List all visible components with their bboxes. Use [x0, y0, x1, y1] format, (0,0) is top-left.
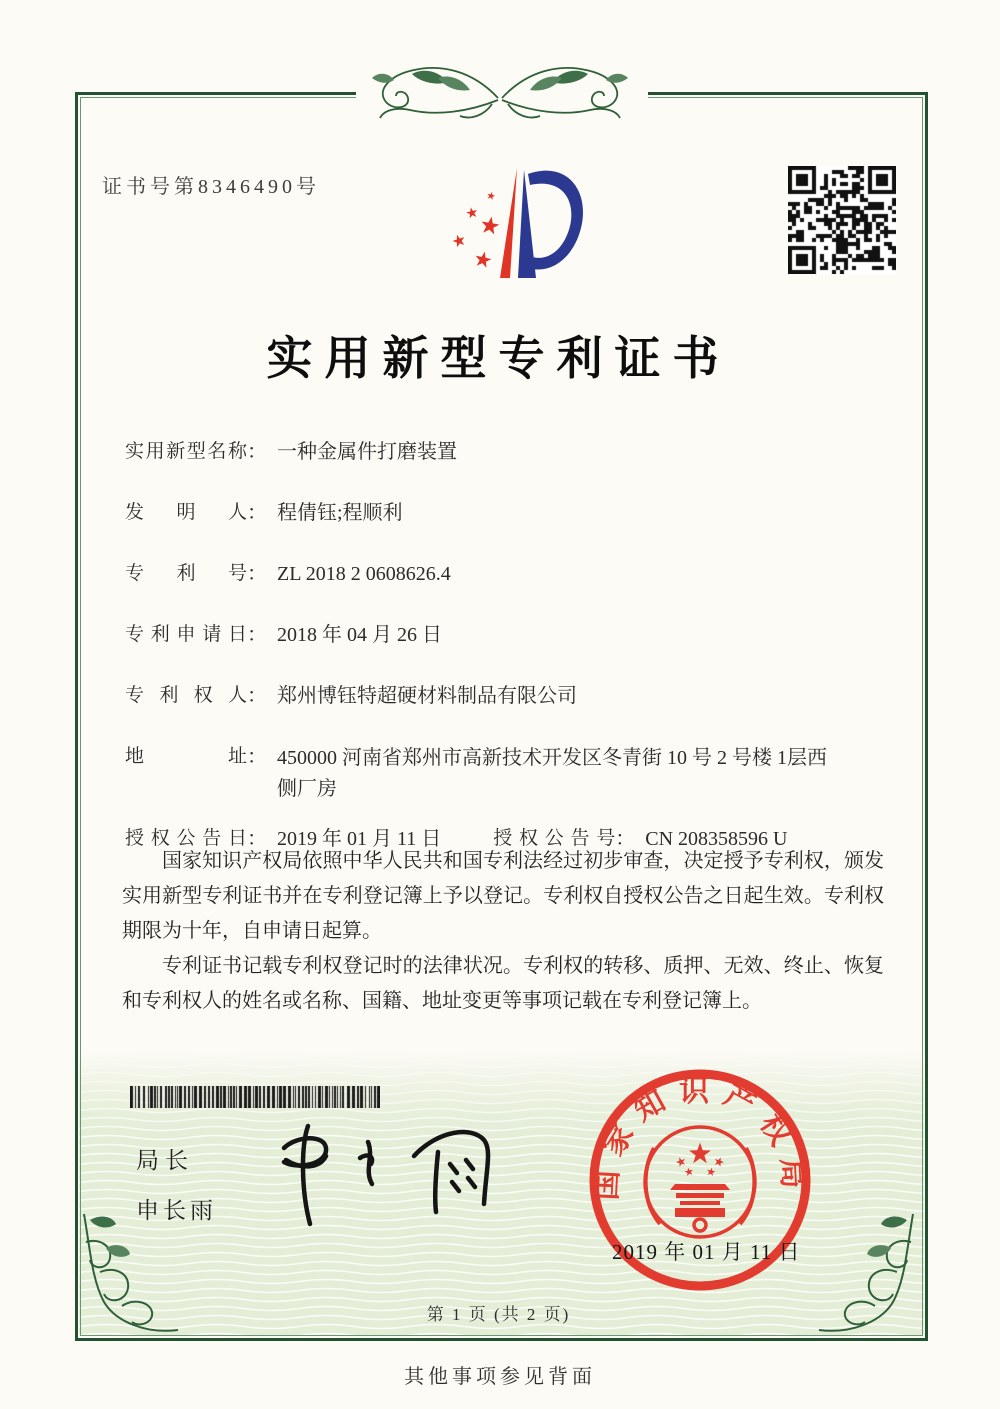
field-row-filing-date — [125, 621, 885, 649]
field-colon: ： — [615, 828, 636, 850]
field-label: 发明人 — [125, 502, 247, 523]
field-value: ZL 2018 2 0608626.4 — [277, 563, 451, 585]
field-colon: ： — [247, 685, 267, 707]
field-row-patent-no — [125, 560, 885, 588]
back-note: 其他事项参见背面 — [404, 1366, 596, 1388]
national-emblem-icon — [645, 1127, 755, 1237]
seal-date: 2019 年 01 月 11 日 — [612, 1240, 801, 1264]
field-colon: ： — [247, 563, 267, 585]
legal-paragraph-2: 专利证书记载专利权登记时的法律状况。专利权的转移、质押、无效、终止、恢复和专利权人的姓名或名称、国籍、地址变更等事项记载在专利登记簿上。 — [122, 955, 884, 1012]
commissioner-role-label: 局长 — [136, 1148, 194, 1173]
seal-text: 国家知识产权局 — [590, 1075, 810, 1202]
field-colon: ： — [247, 502, 267, 524]
field-colon: ： — [247, 624, 267, 646]
legal-text-block — [122, 844, 884, 1019]
certificate-number: 证书号第8346490号 — [102, 176, 320, 198]
field-value: 450000 河南省郑州市高新技术开发区冬青街 10 号 2 号楼 1层西侧厂房 — [277, 747, 827, 800]
field-colon: ： — [247, 828, 267, 850]
field-value: 2018 年 04 月 26 日 — [277, 624, 442, 646]
signature-shen-changyu-icon — [268, 1112, 528, 1237]
field-label: 授权公告日 — [125, 828, 247, 849]
barcode — [130, 1086, 380, 1108]
field-label: 地址 — [125, 746, 247, 767]
top-flourish-ornament-icon — [352, 58, 648, 128]
field-row-patentee — [125, 682, 885, 710]
commissioner-name: 申长雨 — [136, 1198, 217, 1223]
svg-text:国家知识产权局 — [590, 1075, 810, 1201]
page-number: 第 1 页 (共 2 页) — [426, 1305, 571, 1324]
fields-block — [125, 438, 885, 886]
field-colon: ： — [247, 746, 267, 768]
field-colon: ： — [247, 441, 267, 463]
grant-date-value: 2019 年 01 月 11 日 — [277, 828, 442, 850]
field-row-inventor — [125, 499, 885, 527]
field-label: 专利申请日 — [125, 624, 247, 645]
field-label: 授权公告号 — [493, 828, 616, 849]
field-label: 专利号 — [125, 563, 247, 584]
legal-paragraph-1: 国家知识产权局依照中华人民共和国专利法经过初步审查，决定授予专利权，颁发实用新型专利证书并在专利登记簿上予以登记。专利权自授权公告之日起生效。专利权期限为十年，自申请日起算。 — [122, 850, 884, 942]
field-row-address — [125, 743, 885, 805]
field-row-name — [125, 438, 885, 466]
cnipa-logo-icon — [420, 152, 590, 292]
qr-code — [788, 166, 896, 274]
field-value: 程倩钰;程顺利 — [277, 502, 403, 524]
field-value: 郑州博钰特超硬材料制品有限公司 — [277, 685, 577, 707]
certificate-title: 实用新型专利证书 — [266, 333, 731, 384]
grant-no-value: CN 208358596 U — [645, 828, 788, 850]
field-value: 一种金属件打磨装置 — [277, 441, 457, 463]
field-label: 专利权人 — [125, 685, 247, 706]
field-label: 实用新型名称 — [125, 441, 247, 462]
